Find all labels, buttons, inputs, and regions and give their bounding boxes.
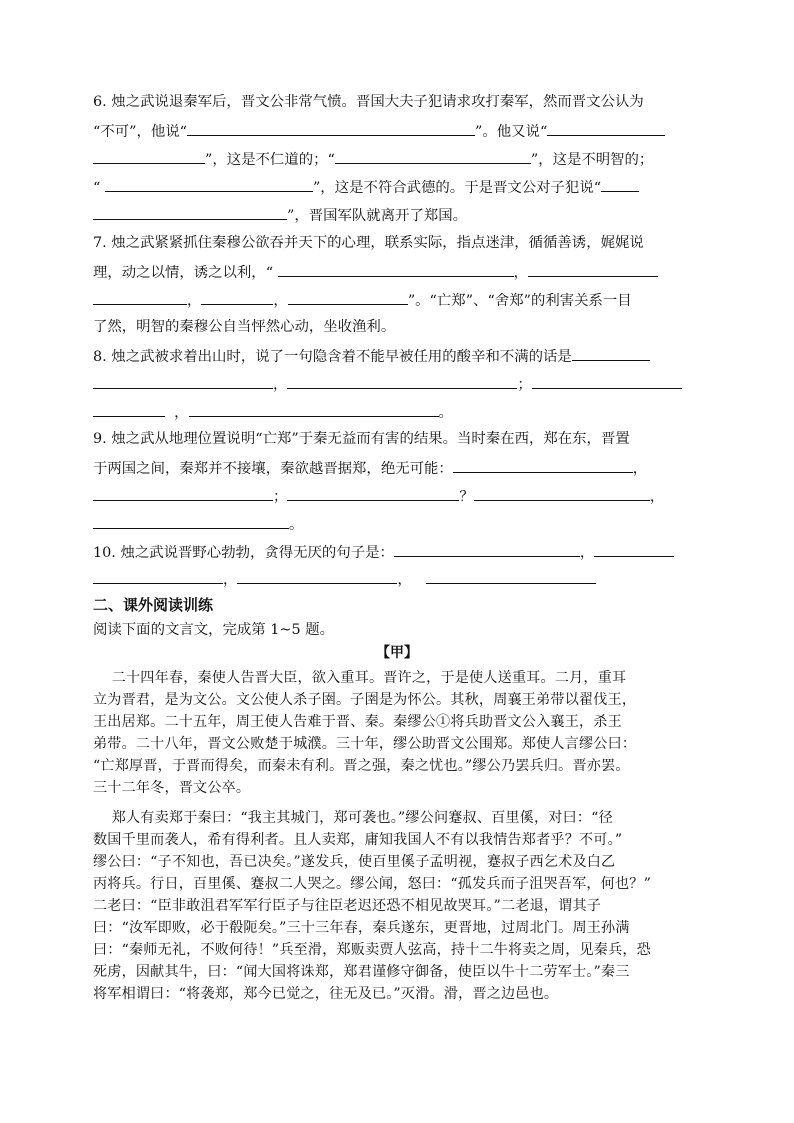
answer-blank[interactable]: [105, 176, 313, 192]
q6-text: “: [93, 180, 105, 196]
answer-blank[interactable]: [237, 568, 397, 584]
q6-text: ”，晋国军队就离开了郑国。: [287, 208, 468, 224]
answer-blank[interactable]: [394, 541, 580, 557]
q8-line-3: [93, 401, 453, 423]
q6-line-4: [93, 176, 639, 198]
answer-blank[interactable]: [474, 485, 650, 501]
q7-text: ，: [187, 293, 202, 309]
answer-blank[interactable]: [189, 401, 439, 417]
passage-line: 缪公曰：“子不知也，吾已决矣。”遂发兵，使百里傒子孟明视，蹇叔子西乞术及白乙: [93, 854, 616, 870]
q8-text: 。: [438, 405, 453, 421]
q9-text: ？: [459, 489, 474, 505]
q8-line-2: [93, 373, 682, 395]
answer-blank[interactable]: [426, 568, 596, 584]
answer-blank[interactable]: [528, 261, 658, 277]
answer-blank[interactable]: [601, 176, 639, 192]
passage-line: 郑人有卖郑于秦曰：“我主其城门，郑可袭也。”缪公问蹇叔、百里傒，对曰：“径: [93, 810, 613, 826]
q6-text: “不可”，他说“: [93, 124, 188, 140]
passage-line: “亡郑厚晋，于晋而得矣，而秦未有利。晋之强，秦之忧也。”缪公乃罢兵归。晋亦罢。: [93, 758, 630, 774]
section-heading: 二、课外阅读训练: [93, 596, 214, 614]
q8-text: ；: [517, 377, 532, 393]
passage-line: 三十二年冬，晋文公卒。: [93, 780, 251, 796]
q7-line-1: 7. 烛之武紧紧抓住秦穆公欲吞并天下的心理，联系实际，指点迷津，循循善诱，娓娓说: [93, 235, 644, 251]
answer-blank[interactable]: [201, 289, 273, 305]
q10-text: ，: [579, 545, 595, 561]
q9-line-3: [93, 485, 664, 507]
answer-blank[interactable]: [93, 568, 223, 584]
q7-line-2: [93, 261, 658, 283]
passage-line: 二老曰：“臣非敢沮君军军行臣子与往臣老迟还恐不相见故哭耳。”二老退，谓其子: [93, 898, 602, 914]
passage-line: 立为晋君，是为文公。文公使人杀子圉。子圉是为怀公。其秋，周襄王弟带以翟伐王，: [93, 692, 637, 708]
passage-line: 王出居郑。二十五年，周王使人告难于晋、秦。秦缪公①将兵助晋文公入襄王，杀王: [93, 714, 622, 730]
answer-blank[interactable]: [453, 457, 633, 473]
q9-text: 于两国之间，秦郑并不接壤，秦欲越晋据郑，绝无可能：: [93, 461, 453, 477]
q7-text: ”。“亡郑”、“舍郑”的利害关系一目: [407, 293, 632, 309]
q7-line-4: 了然，明智的秦穆公自当怦然心动，坐收渔利。: [93, 319, 396, 335]
answer-blank[interactable]: [93, 485, 273, 501]
passage-line: 曰：“秦师无礼，不败何待！”兵至滑，郑贩卖贾人弦高，持十二牛将卖之周，见秦兵，恐: [93, 942, 651, 958]
q10-text: ，: [223, 572, 238, 588]
q6-line-1: 6. 烛之武说退秦军后，晋文公非常气愤。晋国大夫子犯请求攻打秦军，然而晋文公认为: [93, 94, 644, 110]
q7-text: ，: [513, 265, 529, 281]
passage-line: 曰：“汝军即败，必于殽阨矣。”三十三年春，秦兵遂东，更晋地，过周北门。周王孙满: [93, 920, 630, 936]
reading-instruction: 阅读下面的文言文，完成第 1~5 题。: [93, 622, 334, 638]
q8-line-1: [93, 345, 650, 367]
q8-text: ，: [273, 377, 288, 393]
passage-line: 将军相谓曰：“将袭郑，郑今已觉之，往无及已。”灭滑。滑，晋之边邑也。: [93, 986, 559, 1002]
q9-text: ，: [632, 461, 648, 477]
q6-text: ”，这是不符合武德的。于是晋文公对子犯说“: [312, 180, 602, 196]
q7-line-3: [93, 289, 632, 311]
q6-text: ”。他又说“: [475, 124, 548, 140]
q8-text: ，: [165, 405, 189, 421]
answer-blank[interactable]: [93, 204, 287, 220]
answer-blank[interactable]: [93, 513, 289, 529]
q10-text: 10. 烛之武说晋野心勃勃，贪得无厌的句子是：: [93, 545, 394, 561]
q10-text: ，: [397, 572, 412, 588]
q9-text: ；: [273, 489, 288, 505]
passage-line: 丙将兵。行日，百里傒、蹇叔二人哭之。缪公闻，怒曰：“孤发兵而子沮哭吾军，何也？”: [93, 876, 651, 892]
answer-blank[interactable]: [278, 261, 514, 277]
q6-line-2: [93, 120, 665, 142]
answer-blank[interactable]: [93, 289, 187, 305]
q6-text: ”，这是不明智的；: [530, 152, 654, 168]
answer-blank[interactable]: [287, 373, 517, 389]
passage-line: 弟带。二十八年，晋文公败楚于城濮。三十年，缪公助晋文公围郑。郑使人言缪公曰：: [93, 736, 637, 752]
q10-line-2: [93, 568, 596, 590]
answer-blank[interactable]: [93, 373, 273, 389]
q6-text: ”，这是不仁道的；“: [205, 152, 335, 168]
q7-text: ，: [273, 293, 288, 309]
q9-line-2: [93, 457, 647, 479]
answer-blank[interactable]: [288, 289, 408, 305]
answer-blank[interactable]: [594, 541, 674, 557]
answer-blank[interactable]: [287, 485, 459, 501]
q6-line-3: [93, 148, 653, 170]
answer-blank[interactable]: [547, 120, 665, 136]
answer-blank[interactable]: [335, 148, 531, 164]
answer-blank[interactable]: [532, 373, 682, 389]
passage-line: 二十四年春，秦使人告晋大臣，欲入重耳。晋许之，于是使人送重耳。二月，重耳: [93, 670, 627, 686]
answer-blank[interactable]: [187, 120, 475, 136]
q9-text: 。: [289, 517, 304, 533]
q7-text: 理，动之以情，诱之以利，“: [93, 265, 278, 281]
q10-line-1: [93, 541, 674, 563]
passage-line: 死虏，因献其牛，曰：“闻大国将诛郑，郑君谨修守御备，使臣以牛十二劳军士。”秦三: [93, 964, 630, 980]
q9-line-4: [93, 513, 303, 535]
q9-text: ，: [649, 489, 665, 505]
passage-line: 数国千里而袭人，希有得利者。且人卖郑，庸知我国人不有以我情告郑者乎？不可。”: [93, 832, 623, 848]
q9-line-1: 9. 烛之武从地理位置说明“亡郑”于秦无益而有害的结果。当时秦在西，郑在东，晋置: [93, 431, 630, 447]
q6-line-5: [93, 204, 467, 226]
answer-blank[interactable]: [93, 148, 205, 164]
answer-blank[interactable]: [93, 401, 165, 417]
passage-mark: 【甲】: [376, 645, 418, 661]
answer-blank[interactable]: [572, 345, 650, 361]
q8-text: 8. 烛之武被求着出山时，说了一句隐含着不能早被任用的酸辛和不满的话是: [93, 349, 572, 365]
